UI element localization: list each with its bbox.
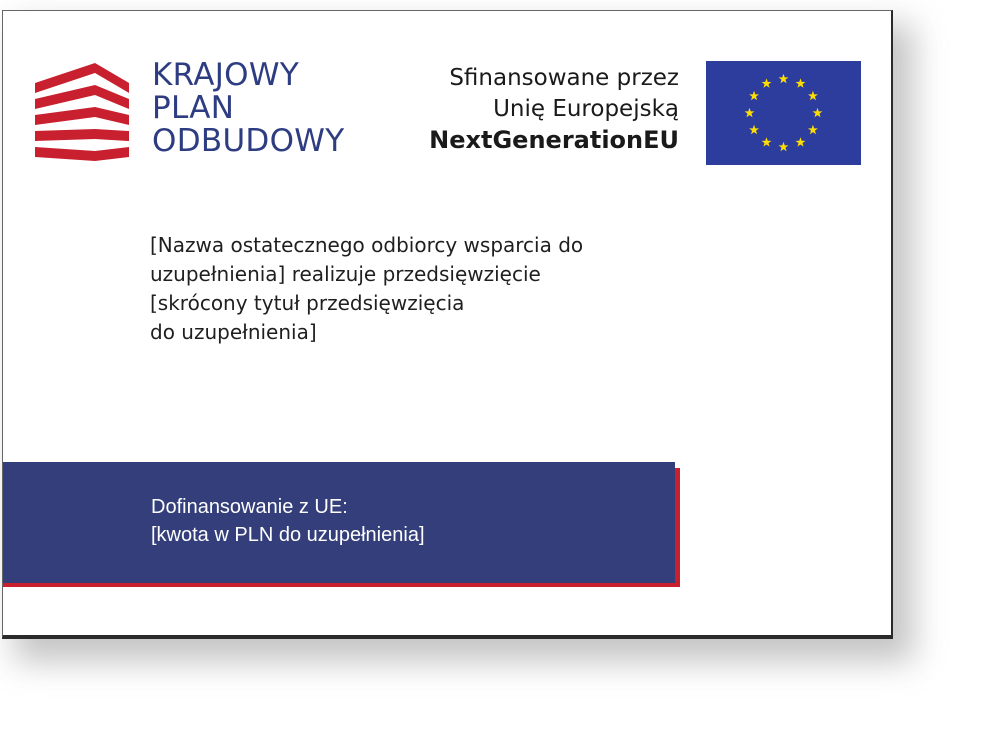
eu-star-icon [813,108,823,117]
kpo-striped-building-icon [35,61,135,167]
recipient-line-2: uzupełnienia] realizuje przedsięwzięcie [150,262,541,286]
recipient-statement [150,231,650,347]
cofinancing-text [151,493,425,549]
kpo-name-line-3: ODBUDOWY [152,123,345,159]
funding-line-2: Unię Europejską [493,96,679,122]
recipient-line-4: do uzupełnienia] [150,320,317,344]
funding-line-1: Sfinansowane przez [449,65,679,91]
eu-star-icon [779,142,789,151]
information-plaque [2,10,893,639]
funding-statement [429,63,679,156]
recipient-line-3: [skrócony tytuł przedsięwzięcia [150,291,465,315]
kpo-name-line-2: PLAN [152,90,235,126]
recipient-line-1: [Nazwa ostatecznego odbiorcy wsparcia do [150,233,584,257]
eu-star-icon [808,91,818,100]
kpo-wordmark [152,59,345,158]
eu-star-icon [745,108,755,117]
eu-flag-icon [706,61,861,165]
eu-star-icon [808,125,818,134]
cofinancing-amount: [kwota w PLN do uzupełnienia] [151,524,425,546]
eu-star-icon [779,74,789,83]
funding-line-3: NextGenerationEU [429,126,679,154]
eu-star-icon [762,78,772,87]
eu-star-icon [749,125,759,134]
kpo-name-line-1: KRAJOWY [152,57,300,93]
cofinancing-label: Dofinansowanie z UE: [151,496,348,518]
eu-star-icon [762,137,772,146]
eu-star-icon [749,91,759,100]
eu-star-icon [796,78,806,87]
eu-star-icon [796,137,806,146]
